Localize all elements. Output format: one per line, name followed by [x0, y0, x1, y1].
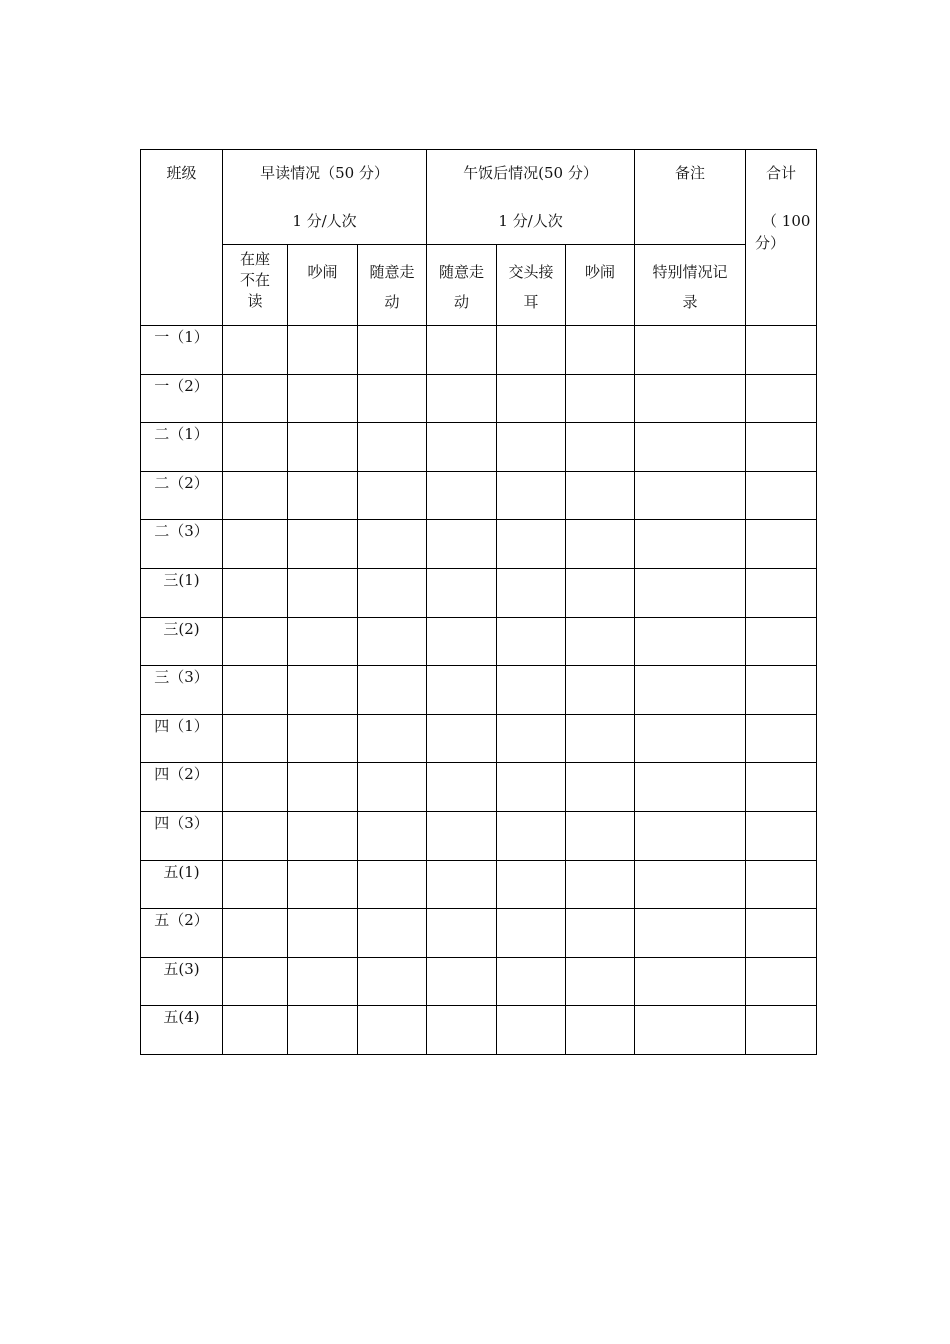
score-cell[interactable] — [427, 811, 497, 860]
class-header: 班级 — [141, 150, 223, 326]
score-cell[interactable] — [746, 714, 817, 763]
score-cell[interactable] — [358, 1006, 427, 1055]
score-cell[interactable] — [288, 811, 358, 860]
table-row — [141, 568, 817, 617]
score-cell[interactable] — [635, 811, 746, 860]
score-cell[interactable] — [358, 520, 427, 569]
col-wander-morning: 随意走 动 — [358, 245, 427, 326]
score-cell[interactable] — [427, 909, 497, 958]
score-cell[interactable] — [497, 423, 566, 472]
table-row — [141, 763, 817, 812]
score-cell[interactable] — [746, 568, 817, 617]
score-cell[interactable] — [288, 374, 358, 423]
score-cell[interactable] — [497, 860, 566, 909]
class-name-cell: 三（3） — [141, 666, 223, 715]
class-name-cell: 三(2) — [141, 617, 223, 666]
table-row — [141, 909, 817, 958]
score-cell[interactable] — [497, 763, 566, 812]
score-cell[interactable] — [635, 374, 746, 423]
score-cell[interactable] — [746, 957, 817, 1006]
class-name-cell: 五(3) — [141, 957, 223, 1006]
score-cell[interactable] — [497, 617, 566, 666]
score-cell[interactable] — [746, 520, 817, 569]
score-cell[interactable] — [427, 860, 497, 909]
morning-title: 早读情况（50 分） — [260, 164, 389, 182]
score-cell[interactable] — [288, 1006, 358, 1055]
col-not-seated: 在座 不在 读 — [223, 245, 288, 326]
score-cell[interactable] — [635, 957, 746, 1006]
class-name-cell: 四（1） — [141, 714, 223, 763]
score-cell[interactable] — [288, 617, 358, 666]
score-cell[interactable] — [566, 326, 635, 375]
score-cell[interactable] — [223, 374, 288, 423]
score-cell[interactable] — [635, 326, 746, 375]
score-cell[interactable] — [566, 374, 635, 423]
score-cell[interactable] — [288, 520, 358, 569]
score-cell[interactable] — [358, 568, 427, 617]
table-row — [141, 811, 817, 860]
score-cell[interactable] — [635, 568, 746, 617]
score-cell[interactable] — [566, 520, 635, 569]
table-row — [141, 374, 817, 423]
score-cell[interactable] — [566, 957, 635, 1006]
score-cell[interactable] — [635, 520, 746, 569]
table-row — [141, 326, 817, 375]
score-cell[interactable] — [635, 666, 746, 715]
score-cell[interactable] — [746, 763, 817, 812]
class-name-cell: 一（1） — [141, 326, 223, 375]
lunch-header — [427, 150, 635, 245]
class-name-cell: 四（2） — [141, 763, 223, 812]
score-cell[interactable] — [635, 617, 746, 666]
morning-header — [223, 150, 427, 245]
score-cell[interactable] — [746, 374, 817, 423]
score-cell[interactable] — [288, 909, 358, 958]
score-cell[interactable] — [223, 423, 288, 472]
score-cell[interactable] — [223, 763, 288, 812]
score-cell[interactable] — [746, 326, 817, 375]
score-cell[interactable] — [223, 811, 288, 860]
score-cell[interactable] — [358, 763, 427, 812]
inspection-table — [140, 149, 817, 1055]
score-cell[interactable] — [223, 714, 288, 763]
score-cell[interactable] — [497, 1006, 566, 1055]
score-cell[interactable] — [566, 471, 635, 520]
score-cell[interactable] — [288, 471, 358, 520]
total-header — [746, 150, 817, 326]
score-cell[interactable] — [427, 326, 497, 375]
table-row — [141, 520, 817, 569]
score-cell[interactable] — [497, 520, 566, 569]
lunch-title: 午饭后情况(50 分） — [463, 164, 598, 182]
table-row — [141, 423, 817, 472]
col-noisy-morning: 吵闹 — [288, 245, 358, 326]
score-cell[interactable] — [358, 957, 427, 1006]
lunch-subtitle: 1 分/人次 — [498, 212, 563, 230]
class-name-cell: 五（2） — [141, 909, 223, 958]
score-cell[interactable] — [746, 471, 817, 520]
score-cell[interactable] — [497, 326, 566, 375]
score-cell[interactable] — [635, 714, 746, 763]
col-noisy-lunch: 吵闹 — [566, 245, 635, 326]
score-cell[interactable] — [497, 568, 566, 617]
score-cell[interactable] — [358, 909, 427, 958]
score-cell[interactable] — [288, 666, 358, 715]
score-cell[interactable] — [358, 860, 427, 909]
table-row — [141, 666, 817, 715]
score-cell[interactable] — [566, 909, 635, 958]
class-name-cell: 五(4) — [141, 1006, 223, 1055]
score-cell[interactable] — [288, 763, 358, 812]
table-row — [141, 714, 817, 763]
score-cell[interactable] — [358, 666, 427, 715]
total-points: （ 100 — [762, 212, 811, 230]
score-cell[interactable] — [497, 471, 566, 520]
class-name-cell: 五(1) — [141, 860, 223, 909]
table-row — [141, 957, 817, 1006]
score-cell[interactable] — [746, 811, 817, 860]
table-body — [141, 326, 817, 1055]
score-cell[interactable] — [288, 423, 358, 472]
score-cell[interactable] — [288, 568, 358, 617]
score-cell[interactable] — [566, 763, 635, 812]
score-cell[interactable] — [358, 811, 427, 860]
score-cell[interactable] — [288, 714, 358, 763]
score-cell[interactable] — [223, 1006, 288, 1055]
score-cell[interactable] — [427, 1006, 497, 1055]
score-cell[interactable] — [746, 423, 817, 472]
score-cell[interactable] — [288, 860, 358, 909]
score-cell[interactable] — [746, 666, 817, 715]
score-cell[interactable] — [635, 423, 746, 472]
score-cell[interactable] — [427, 568, 497, 617]
score-cell[interactable] — [223, 568, 288, 617]
table-row — [141, 1006, 817, 1055]
score-cell[interactable] — [566, 568, 635, 617]
score-cell[interactable] — [635, 1006, 746, 1055]
score-cell[interactable] — [566, 811, 635, 860]
class-name-cell: 二（2） — [141, 471, 223, 520]
score-cell[interactable] — [223, 860, 288, 909]
score-cell[interactable] — [223, 617, 288, 666]
total-unit: 分） — [755, 234, 786, 252]
col-special: 特别情况记 录 — [635, 245, 746, 326]
score-cell[interactable] — [635, 909, 746, 958]
col-wander-lunch: 随意走 动 — [427, 245, 497, 326]
score-cell[interactable] — [358, 617, 427, 666]
score-cell[interactable] — [358, 326, 427, 375]
score-cell[interactable] — [497, 909, 566, 958]
score-cell[interactable] — [497, 666, 566, 715]
score-cell[interactable] — [566, 714, 635, 763]
score-cell[interactable] — [427, 666, 497, 715]
class-name-cell: 一（2） — [141, 374, 223, 423]
score-cell[interactable] — [746, 909, 817, 958]
class-name-cell: 二（3） — [141, 520, 223, 569]
score-cell[interactable] — [635, 763, 746, 812]
score-cell[interactable] — [427, 520, 497, 569]
score-cell[interactable] — [427, 714, 497, 763]
morning-subtitle: 1 分/人次 — [292, 212, 357, 230]
remark-header: 备注 — [635, 150, 746, 245]
score-cell[interactable] — [635, 471, 746, 520]
table-row — [141, 617, 817, 666]
class-name-cell: 四（3） — [141, 811, 223, 860]
score-cell[interactable] — [635, 860, 746, 909]
score-cell[interactable] — [427, 471, 497, 520]
score-cell[interactable] — [497, 811, 566, 860]
score-cell[interactable] — [358, 471, 427, 520]
score-cell[interactable] — [566, 860, 635, 909]
score-cell[interactable] — [223, 326, 288, 375]
table-row — [141, 471, 817, 520]
score-cell[interactable] — [427, 763, 497, 812]
col-whisper: 交头接 耳 — [497, 245, 566, 326]
score-cell[interactable] — [288, 326, 358, 375]
score-cell[interactable] — [223, 957, 288, 1006]
score-cell[interactable] — [427, 374, 497, 423]
score-cell[interactable] — [497, 957, 566, 1006]
score-cell[interactable] — [566, 666, 635, 715]
score-cell[interactable] — [358, 423, 427, 472]
total-label: 合计 — [766, 164, 797, 182]
score-cell[interactable] — [497, 374, 566, 423]
score-cell[interactable] — [746, 860, 817, 909]
score-cell[interactable] — [223, 471, 288, 520]
score-cell[interactable] — [427, 423, 497, 472]
score-cell[interactable] — [223, 666, 288, 715]
score-cell[interactable] — [358, 714, 427, 763]
table-row — [141, 860, 817, 909]
score-cell[interactable] — [497, 714, 566, 763]
score-cell[interactable] — [746, 1006, 817, 1055]
score-cell[interactable] — [223, 909, 288, 958]
score-cell[interactable] — [566, 617, 635, 666]
class-name-cell: 二（1） — [141, 423, 223, 472]
score-cell[interactable] — [358, 374, 427, 423]
class-name-cell: 三(1) — [141, 568, 223, 617]
score-cell[interactable] — [566, 1006, 635, 1055]
score-cell[interactable] — [427, 617, 497, 666]
score-cell[interactable] — [566, 423, 635, 472]
score-cell[interactable] — [746, 617, 817, 666]
score-cell[interactable] — [427, 957, 497, 1006]
score-cell[interactable] — [223, 520, 288, 569]
score-cell[interactable] — [288, 957, 358, 1006]
